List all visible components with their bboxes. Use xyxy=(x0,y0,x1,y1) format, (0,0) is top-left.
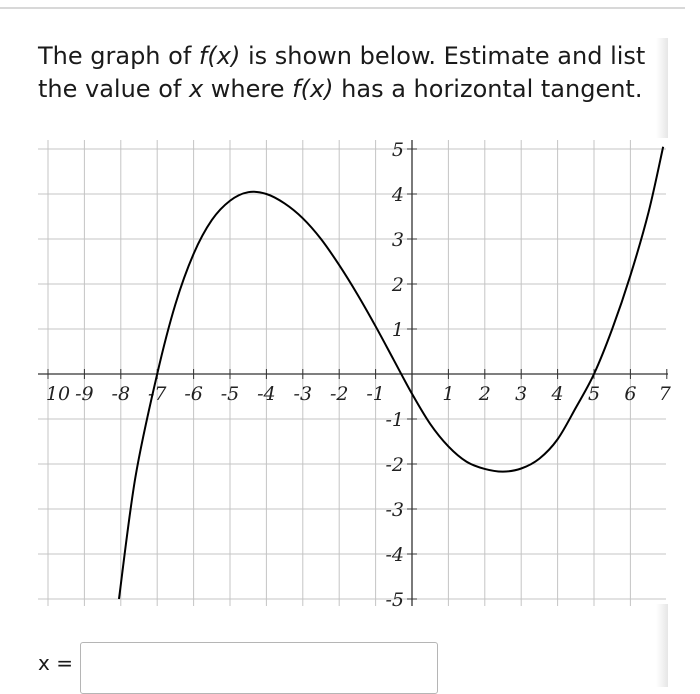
x-tick-label: 7 xyxy=(658,383,671,405)
y-tick-label: 1 xyxy=(391,319,404,341)
x-tick-label: 10 xyxy=(45,383,71,405)
x-tick-label: -1 xyxy=(366,383,385,405)
answer-label: x = xyxy=(38,651,73,675)
x-tick-label: -9 xyxy=(75,383,94,405)
x-tick-label: 4 xyxy=(551,383,564,405)
x-tick-label: -3 xyxy=(293,383,313,405)
x-tick-label: -8 xyxy=(111,383,131,405)
x-tick-label: -4 xyxy=(257,383,276,405)
answer-input[interactable] xyxy=(80,642,438,694)
question-part-2: is shown below. Estimate and list the value of xyxy=(38,42,646,103)
y-tick-label: 2 xyxy=(391,274,404,296)
y-tick-label: 5 xyxy=(391,139,404,161)
tick-labels xyxy=(46,139,672,611)
x-tick-label: 5 xyxy=(587,383,601,405)
y-tick-label: -3 xyxy=(385,499,404,521)
question-part-4: has a horizontal tangent. xyxy=(333,75,643,103)
question-variable: x xyxy=(188,75,204,103)
grid-lines xyxy=(38,140,666,606)
x-tick-label: 6 xyxy=(624,383,637,405)
y-tick-label: 4 xyxy=(391,184,404,206)
question-function-2: f(x) xyxy=(292,75,334,103)
y-tick-label: 3 xyxy=(391,229,404,251)
x-tick-label: 1 xyxy=(442,383,455,405)
x-tick-label: -5 xyxy=(220,383,240,405)
function-curve-line xyxy=(119,147,663,599)
x-tick-label: 2 xyxy=(478,383,491,405)
axes xyxy=(38,140,668,606)
y-tick-label: -4 xyxy=(385,544,404,566)
question-part-3: where xyxy=(203,75,293,103)
x-tick-label: 3 xyxy=(515,383,528,405)
y-tick-label: -2 xyxy=(385,454,404,476)
x-tick-label: -6 xyxy=(184,383,203,405)
x-tick-label: -7 xyxy=(147,383,167,405)
y-tick-label: -1 xyxy=(385,409,404,431)
question-part-1: The graph of xyxy=(38,42,199,70)
question-function-1: f(x) xyxy=(198,42,241,70)
function-curve xyxy=(119,147,663,599)
x-tick-label: -2 xyxy=(329,383,349,405)
y-tick-label: -5 xyxy=(385,589,404,611)
